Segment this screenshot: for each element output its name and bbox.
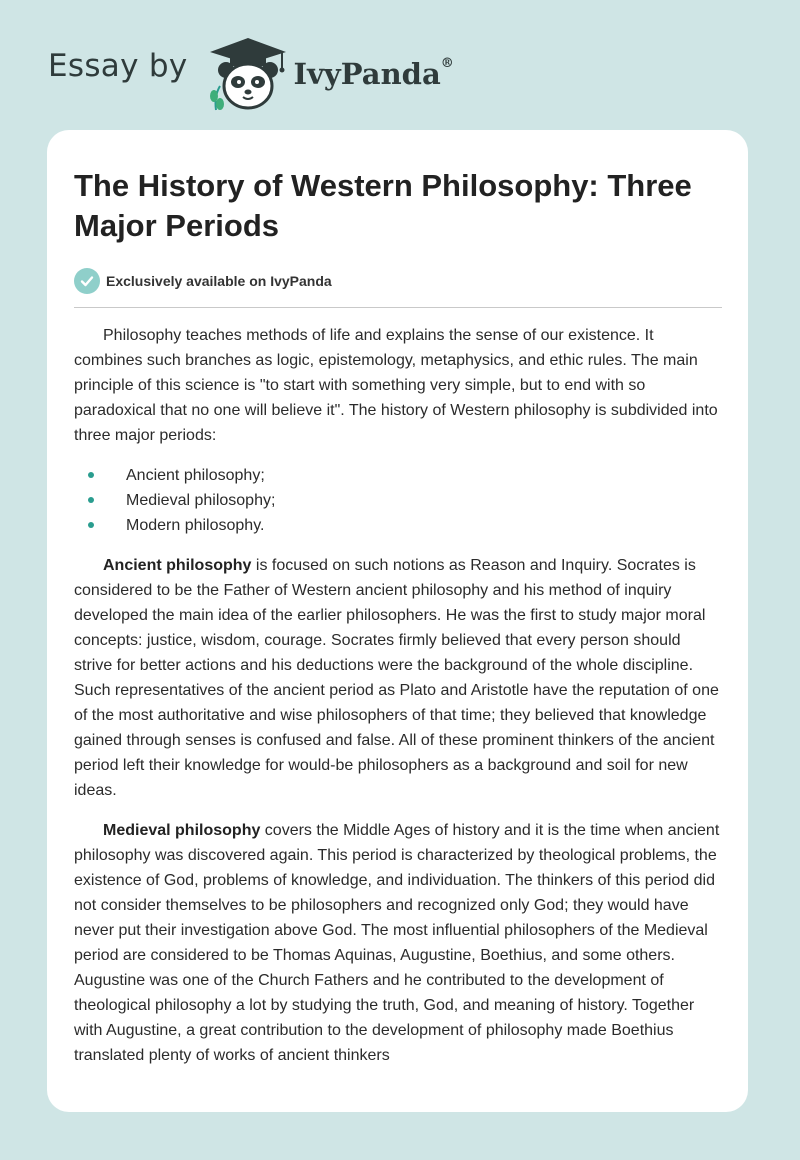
bullet-icon — [88, 522, 94, 528]
brand-prefix: Essay by — [48, 48, 188, 84]
brand-name: IvyPanda® — [293, 56, 454, 91]
periods-list — [74, 463, 722, 538]
medieval-paragraph: Medieval philosophy covers the Middle Ages of history and it is the time when ancient philosophy was discovered again. This period is characterized by theological problems, the existence of God, problems of knowledge, and individuation. The thinkers of this period did not consider themselves to be philosophers and recognized only God; they would have never put their investigation above God. The most influential philosophers of the Medieval period are considered to be Thomas Aquinas, Augustine, Boethius, and some others. Augustine was one of the Church Fathers and he contributed to the development of theological philosophy a lot by studying the truth, God, and meaning of history. Together with Augustine, a great contribution to the development of philosophy made Boethius translated plenty of works of ancient thinkers — [74, 822, 720, 1064]
exclusive-badge-text: Exclusively available on IvyPanda — [106, 273, 332, 289]
essay-body — [74, 323, 722, 1068]
bullet-icon — [88, 497, 94, 503]
check-circle-icon — [74, 268, 100, 294]
divider — [74, 307, 722, 308]
bullet-icon — [88, 472, 94, 478]
medieval-lead: Medieval philosophy — [103, 822, 261, 839]
brand-header[interactable] — [48, 34, 454, 114]
list-item: Modern philosophy. — [74, 513, 722, 538]
page-title: The History of Western Philosophy: Three Major Periods — [74, 168, 692, 243]
exclusive-badge — [74, 268, 722, 294]
ancient-paragraph: Ancient philosophy is focused on such notions as Reason and Inquiry. Socrates is considered to be the Father of Western ancient philosophy and his method of inquiry developed the main idea of the earlier philosophers. He was the first to study major moral concepts: justice, wisdom, courage. Socrates firmly believed that every person should strive for better actions and his deductions were the background of the whole discipline. Such representatives of the ancient period as Plato and Aristotle have the reputation of one of the most authoritative and wise philosophers of that time; they believed that knowledge gained through senses is confused and false. All of these prominent thinkers of the ancient period left their knowledge for would-be philosophers as a background and soil for new ideas. — [74, 557, 719, 799]
essay-card — [47, 130, 748, 1112]
ancient-lead: Ancient philosophy — [103, 557, 252, 574]
list-item: Medieval philosophy; — [74, 488, 722, 513]
list-item: Ancient philosophy; — [74, 463, 722, 488]
panda-graduate-icon — [206, 34, 290, 114]
intro-paragraph: Philosophy teaches methods of life and explains the sense of our existence. It combines such branches as logic, epistemology, metaphysics, and ethic rules. The main principle of this science is "to start with something very simple, but to end with so paradoxical that no one will believe it". The history of Western philosophy is subdivided into three major periods: — [74, 327, 718, 444]
